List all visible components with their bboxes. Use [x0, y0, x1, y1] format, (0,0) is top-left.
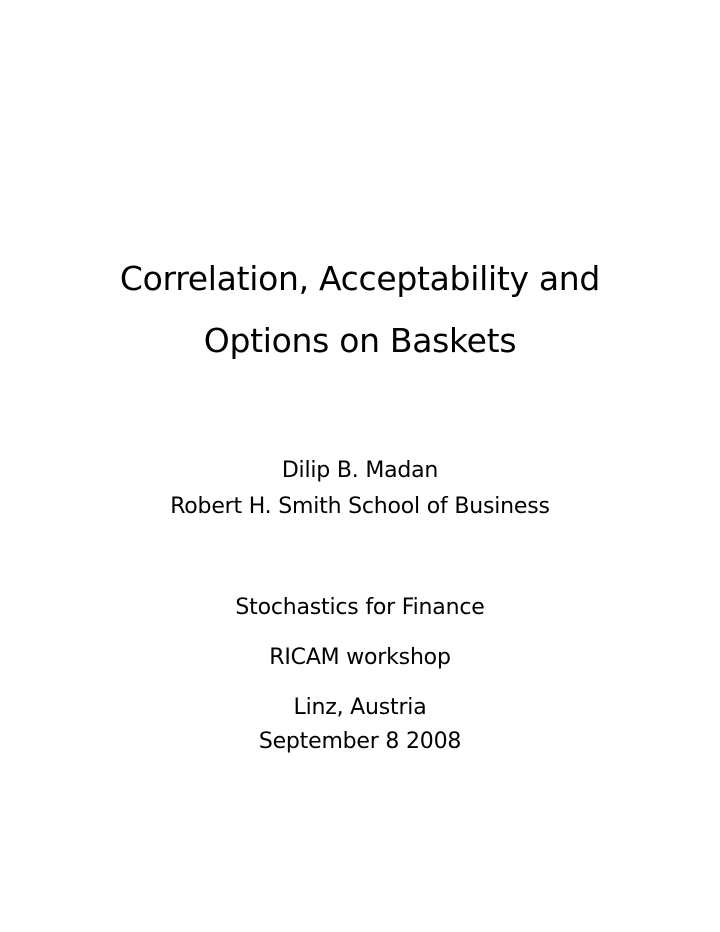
title-line-1: Correlation, Acceptability and — [119, 259, 601, 298]
title-line-2: Options on Baskets — [203, 321, 517, 360]
author-affiliation: Robert H. Smith School of Business — [170, 494, 550, 519]
event-date: September 8 2008 — [258, 729, 462, 754]
event-location: Linz, Austria — [293, 695, 427, 720]
author-name: Dilip B. Madan — [281, 458, 439, 483]
workshop-name: RICAM workshop — [269, 645, 451, 670]
event-name: Stochastics for Finance — [235, 595, 485, 620]
